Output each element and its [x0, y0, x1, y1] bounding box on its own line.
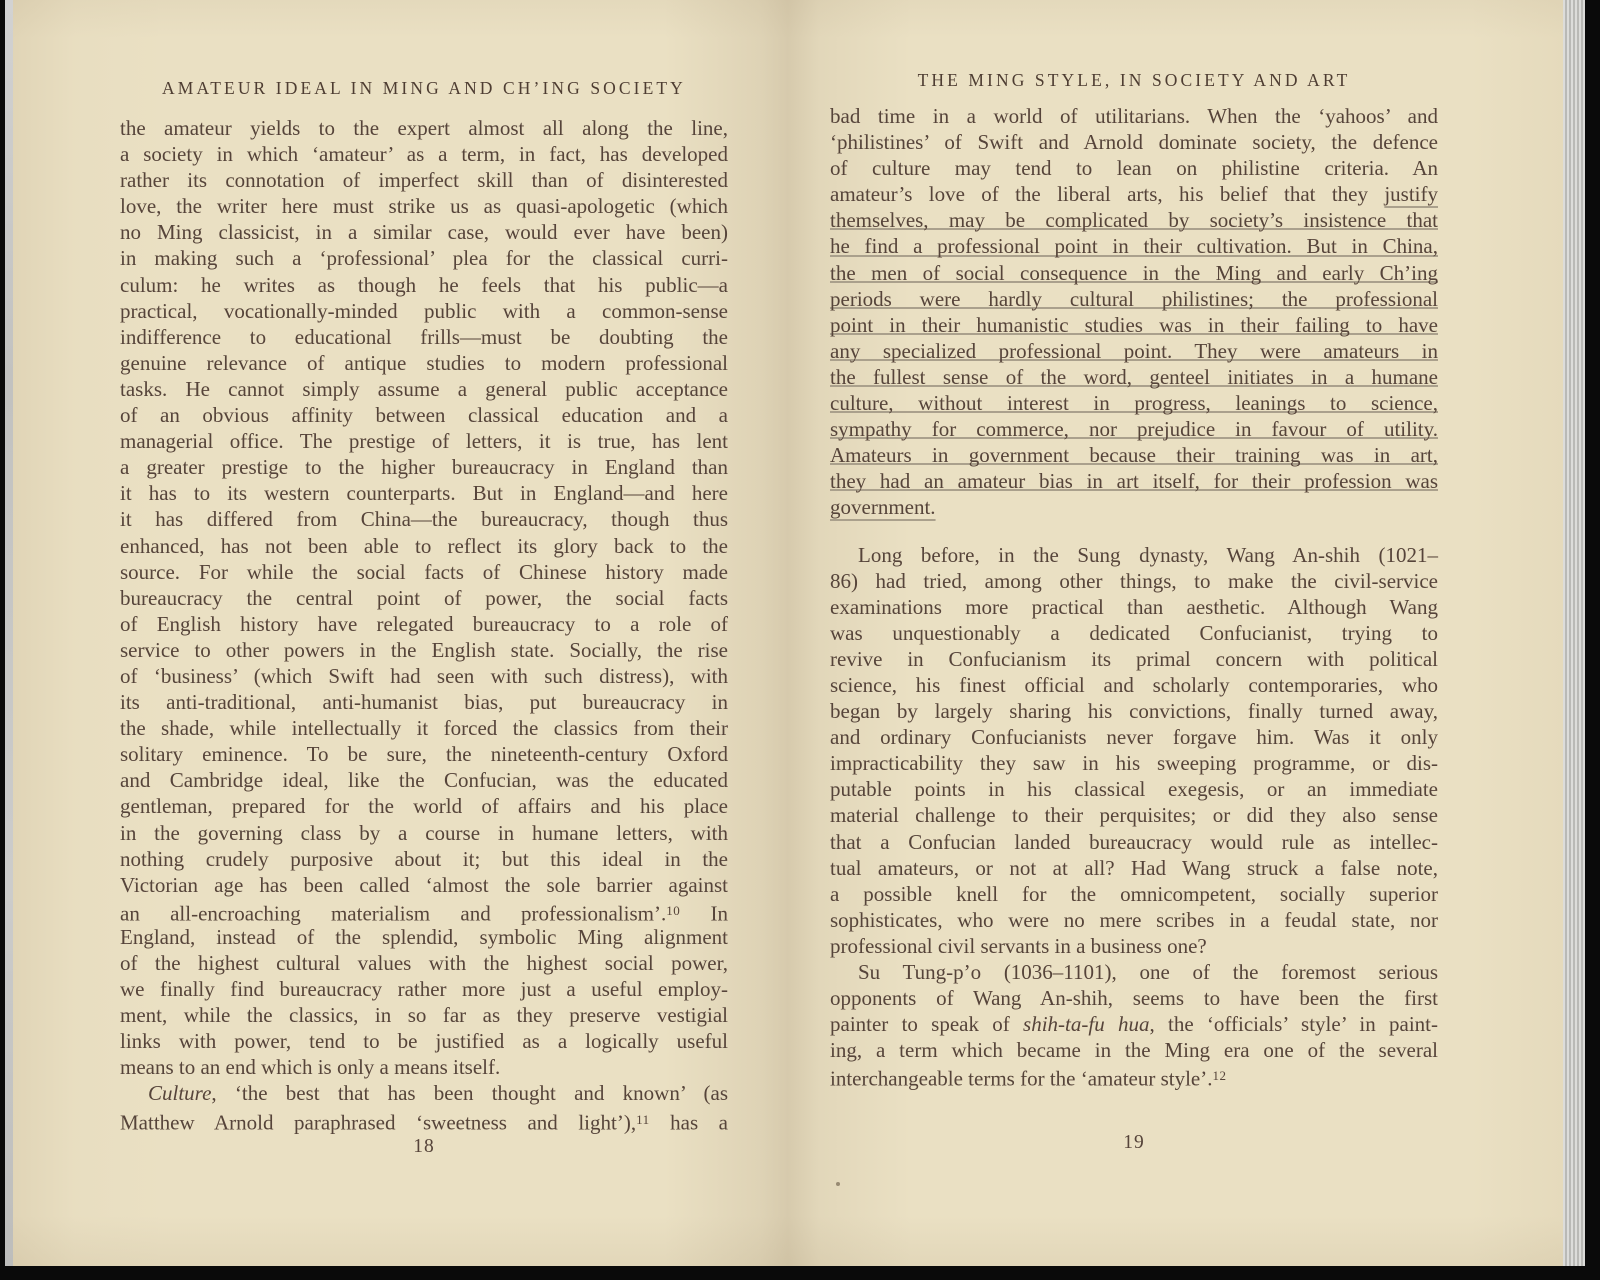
text-line: of ‘business’ (which Swift had seen with such distress), with	[120, 663, 728, 688]
text-line: revive in Confucianism its primal concern with political	[830, 646, 1438, 671]
text-line: links with power, tend to be justified as a logically useful	[120, 1029, 728, 1054]
text-line: material challenge to their perquisites; or did they also sense	[830, 803, 1438, 828]
text-line: love, the writer here must strike us as quasi-apologetic (which	[120, 194, 728, 219]
text-line: government.	[830, 495, 936, 520]
left-running-header: AMATEUR IDEAL IN MING AND CH’ING SOCIETY	[162, 78, 686, 98]
text-line: the shade, while intellectually it forced the classics from their	[120, 716, 728, 741]
text-line: England, instead of the splendid, symbolic Ming alignment	[120, 924, 728, 949]
text-line: indifference to educational frills—must be doubting the	[120, 324, 728, 349]
text-line: Amateurs in government because their training was in art,	[830, 443, 1438, 468]
text-line: professional civil servants in a business one?	[830, 933, 1207, 958]
text-line: culum: he writes as though he feels that his public—a	[120, 272, 728, 297]
text-line: ment, while the classics, in so far as they preserve vestigial	[120, 1003, 728, 1028]
text-line: 86) had tried, among other things, to make the civil-service	[830, 568, 1438, 593]
book-binding-edge	[5, 0, 13, 1266]
text-line: opponents of Wang An-shih, seems to have been the first	[830, 986, 1438, 1011]
text-line: painter to speak of shih-ta-fu hua, the ‘officials’ style’ in paint-	[830, 1012, 1438, 1037]
text-line: science, his finest official and scholarly contemporaries, who	[830, 672, 1438, 697]
text-line: that a Confucian landed bureaucracy would rule as intellec-	[830, 829, 1438, 854]
right-page-text	[830, 103, 1438, 1089]
right-running-header: THE MING STYLE, IN SOCIETY AND ART	[917, 70, 1351, 90]
text-line: practical, vocationally-minded public with a common-sense	[120, 298, 728, 323]
text-line: they had an amateur bias in art itself, for their profession was	[830, 469, 1438, 494]
left-page	[120, 78, 728, 1133]
text-line: of culture may tend to lean on philistine criteria. An	[830, 156, 1438, 181]
text-line: sympathy for commerce, nor prejudice in favour of utility.	[830, 417, 1438, 442]
left-page-number: 18	[413, 1136, 435, 1157]
text-line: Long before, in the Sung dynasty, Wang An-shih (1021–	[858, 542, 1438, 567]
text-line: bad time in a world of utilitarians. When the ‘yahoos’ and	[830, 104, 1438, 128]
text-line: ‘philistines’ of Swift and Arnold dominate society, the defence	[830, 130, 1438, 155]
text-line: ing, a term which became in the Ming era one of the several	[830, 1038, 1438, 1063]
text-line: Su Tung-p’o (1036–1101), one of the foremost serious	[858, 960, 1438, 984]
text-line: examinations more practical than aesthetic. Although Wang	[830, 594, 1438, 619]
text-line: it has to its western counterparts. But in England—and here	[120, 481, 728, 506]
text-line: an all-encroaching materialism and professionalism’.$^{10}$ In	[120, 901, 728, 926]
text-line: the amateur yields to the expert almost all along the line,	[120, 116, 728, 140]
text-line: Victorian age has been called ‘almost the sole barrier against	[120, 872, 728, 897]
text-line: managerial office. The prestige of letters, it is true, has lent	[120, 429, 728, 454]
text-line: means to an end which is only a means itself.	[120, 1055, 501, 1080]
text-line: service to other powers in the English state. Socially, the rise	[120, 637, 728, 662]
right-page-number: 19	[1123, 1132, 1145, 1153]
text-line: bureaucracy the central point of power, the social facts	[120, 585, 728, 610]
text-line: a possible knell for the omnicompetent, socially superior	[830, 881, 1438, 906]
text-line: impracticability they saw in his sweeping programme, or dis-	[830, 751, 1438, 776]
text-line: culture, without interest in progress, leanings to science,	[830, 391, 1438, 416]
text-line: Culture, ‘the best that has been thought and known’ (as	[148, 1081, 728, 1106]
text-line: sophisticates, who were no mere scribes in a feudal state, nor	[830, 907, 1438, 932]
text-line: nothing crudely purposive about it; but this ideal in the	[120, 846, 728, 871]
text-line: of an obvious affinity between classical education and a	[120, 403, 728, 428]
text-line: of the highest cultural values with the highest social power,	[120, 951, 728, 975]
text-line: interchangeable terms for the ‘amateur style’.$^{12}$	[830, 1066, 1227, 1091]
text-line: putable points in his classical exegesis, or an immediate	[830, 777, 1438, 802]
text-line: the men of social consequence in the Ming and early Ch’ing	[830, 260, 1438, 285]
text-line: any specialized professional point. They were amateurs in	[830, 338, 1438, 363]
text-line: and Cambridge ideal, like the Confucian, was the educated	[120, 768, 728, 793]
left-page-text	[120, 115, 728, 1133]
text-line: enhanced, has not been able to reflect its glory back to the	[120, 533, 728, 558]
text-line: a society in which ‘amateur’ as a term, in fact, has developed	[120, 142, 728, 167]
text-line: the fullest sense of the word, genteel initiates in a humane	[830, 364, 1438, 389]
text-line: was unquestionably a dedicated Confucianist, trying to	[830, 620, 1438, 645]
text-line: he find a professional point in their cultivation. But in China,	[830, 234, 1438, 259]
page-spread	[13, 0, 1563, 1266]
text-line: solitary eminence. To be sure, the nineteenth-century Oxford	[120, 742, 728, 767]
text-line: no Ming classicist, in a similar case, would ever have been)	[120, 220, 728, 245]
text-line: genuine relevance of antique studies to modern professional	[120, 350, 728, 375]
text-line: it has differed from China—the bureaucracy, though thus	[120, 507, 728, 532]
ink-speck	[836, 1182, 840, 1186]
text-line: periods were hardly cultural philistines; the professional	[830, 286, 1438, 311]
text-line: gentleman, prepared for the world of affairs and his place	[120, 794, 728, 819]
text-line: source. For while the social facts of Chinese history made	[120, 559, 728, 584]
text-line: and ordinary Confucianists never forgave him. Was it only	[830, 725, 1438, 750]
text-line: began by largely sharing his convictions, finally turned away,	[830, 699, 1438, 724]
right-page	[830, 70, 1438, 1089]
text-line: tasks. He cannot simply assume a general public acceptance	[120, 376, 728, 401]
text-line: themselves, may be complicated by society’s insistence that	[830, 208, 1438, 233]
text-line: we finally find bureaucracy rather more just a useful employ-	[120, 977, 728, 1002]
text-line: tual amateurs, or not at all? Had Wang struck a false note,	[830, 855, 1438, 880]
book-page-edges	[1563, 0, 1585, 1266]
text-line: amateur’s love of the liberal arts, his belief that they justify	[830, 182, 1438, 207]
text-line: of English history have relegated bureaucracy to a role of	[120, 611, 728, 636]
text-line: Matthew Arnold paraphrased ‘sweetness and light’),$^{11}$ has a	[120, 1110, 728, 1135]
text-line: in making such a ‘professional’ plea for the classical curri-	[120, 246, 728, 271]
text-line: in the governing class by a course in humane letters, with	[120, 820, 728, 845]
text-line: rather its connotation of imperfect skill than of disinterested	[120, 168, 728, 193]
text-line: point in their humanistic studies was in their failing to have	[830, 312, 1438, 337]
text-line: its anti-traditional, anti-humanist bias, put bureaucracy in	[120, 690, 728, 715]
text-line: a greater prestige to the higher bureaucracy in England than	[120, 455, 728, 480]
